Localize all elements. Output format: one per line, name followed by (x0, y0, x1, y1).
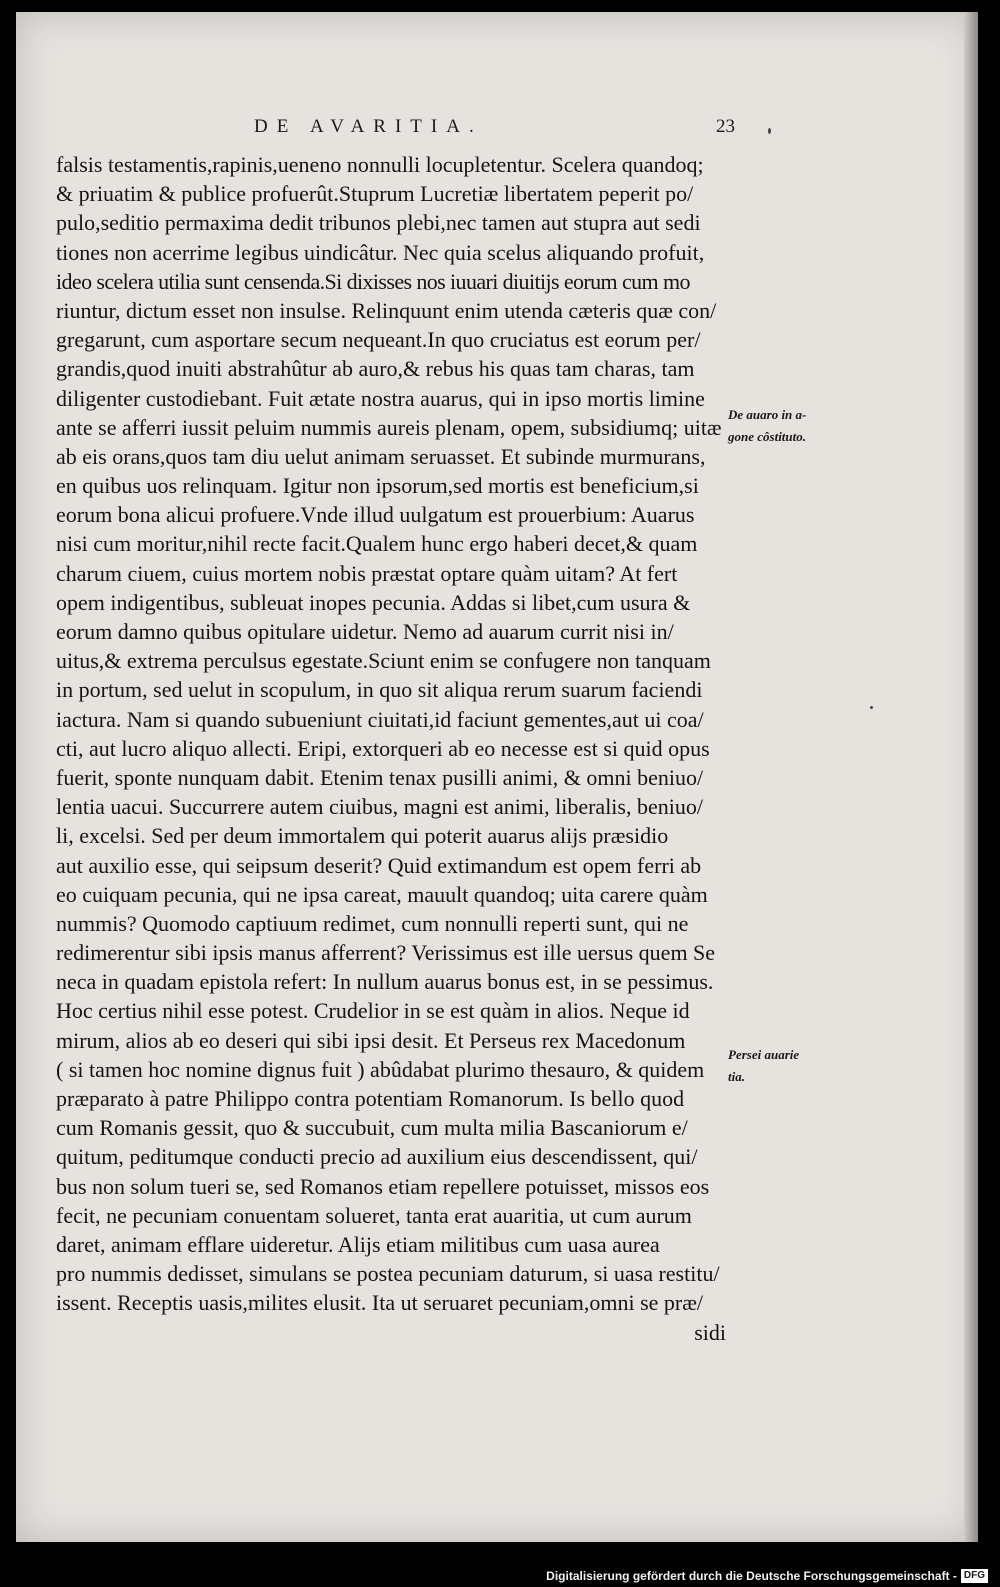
text-line: bus non solum tueri se, sed Romanos etiam repellere potuisset, missos eos (56, 1173, 710, 1199)
margin-note-line: Persei auarie (728, 1047, 800, 1062)
text-line: fuerit, sponte nunquam dabit. Etenim tenax pusilli animi, & omni beniuo/ (56, 764, 704, 790)
text-line: daret, animam efflare uideretur. Alijs etiam militibus cum uasa aurea (56, 1231, 660, 1257)
text-line: cti, aut lucro aliquo allecti. Eripi, extorqueri ab eo necesse est si quid opus (56, 735, 710, 761)
text-line: li, excelsi. Sed per deum immortalem qui poterit auarus alijs præsidio (56, 823, 669, 849)
margin-note-de-auaro (728, 404, 838, 448)
text-line: riuntur, dictum esset non insulse. Relinquunt enim utenda cæteris quæ con/ (56, 297, 717, 323)
text-line: & priuatim & publice profuerût.Stuprum Lucretiæ libertatem peperit po/ (56, 181, 694, 207)
text-line: grandis,quod inuiti abstrahûtur ab auro,& rebus his quas tam charas, tam (56, 356, 695, 382)
text-line: cum Romanis gessit, quo & succubuit, cum multa milia Bascaniorum e/ (56, 1115, 688, 1141)
text-line: præparato à patre Philippo contra potentiam Romanorum. Is bello quod (56, 1086, 685, 1111)
margin-note-line: De auaro in a- (728, 407, 807, 422)
text-line: en quibus uos relinquam. Igitur non ipsorum,sed mortis est beneficium,si (56, 473, 699, 499)
text-line: nisi cum moritur,nihil recte facit.Qualem hunc ergo haberi decet,& quam (56, 531, 698, 557)
text-line: pro nummis dedisset, simulans se postea pecuniam daturum, si uasa restitu/ (56, 1261, 720, 1287)
text-line: gregarunt, cum asportare secum nequeant.In quo cruciatus est eorum per/ (56, 327, 701, 353)
text-line: charum ciuem, cuius mortem nobis præstat optare quàm uitam? At fert (56, 560, 678, 586)
text-line: Hoc certius nihil esse potest. Crudelior in se est quàm in alios. Neque id (56, 998, 690, 1024)
margin-note-line: tia. (728, 1069, 745, 1084)
text-line: nummis? Quomodo captiuum redimet, cum nonnulli reperti sunt, qui ne (56, 910, 689, 936)
margin-note-persei (728, 1044, 838, 1088)
text-line: aut auxilio esse, qui seipsum deserit? Quid extimandum est opem ferri ab (56, 852, 702, 878)
text-line: ideo scelera utilia sunt censenda.Si dixisses nos iuuari diuitijs eorum cum mo (56, 268, 690, 294)
text-line: in portum, sed uelut in scopulum, in quo sit aliqua rerum suarum faciendi (56, 677, 703, 703)
text-line: ( si tamen hoc nomine dignus fuit ) abûdabat plurimo thesauro, & quidem (56, 1056, 705, 1082)
text-line: mirum, alios ab eo deseri qui sibi ipsi desit. Et Perseus rex Macedonum (56, 1027, 686, 1053)
running-title: DE AVARITIA. (254, 116, 483, 137)
text-line: diligenter custodiebant. Fuit ætate nostra auarus, qui in ipso mortis limine (56, 385, 705, 411)
digitization-footer (546, 1569, 988, 1583)
text-line: eo cuiquam pecunia, qui ne ipsa careat, mauult quandoq; uita carere quàm (56, 881, 708, 907)
body-text (56, 150, 730, 1347)
text-line: neca in quadam epistola refert: In nullum auarus bonus est, in se pessimus. (56, 969, 714, 995)
text-line: iactura. Nam si quando subueniunt ciuitati,id faciunt gementes,aut ui coa/ (56, 706, 704, 732)
text-line: redimerentur sibi ipsis manus afferrent? Verissimus est ille uersus quem Se (56, 940, 716, 966)
ink-speck (870, 706, 873, 709)
text-line: eorum damno quibus opitulare uidetur. Nemo ad auarum currit nisi in/ (56, 619, 674, 644)
catchword: sidi (694, 1319, 726, 1345)
running-head (236, 116, 796, 146)
text-line: uitus,& extrema perculsus egestate.Sciunt enim se confugere non tanquam (56, 648, 711, 674)
page-edge-shadow (964, 12, 978, 1542)
text-line: fecit, ne pecuniam conuentam solueret, tanta erat auaritia, ut cum aurum (56, 1202, 692, 1228)
text-line: quitum, peditumque conducti precio ad auxilium eius descendissent, qui/ (56, 1144, 698, 1170)
text-line: issent. Receptis uasis,milites elusit. Ita ut seruaret pecuniam,omni se præ/ (56, 1290, 704, 1316)
text-line: falsis testamentis,rapinis,ueneno nonnulli locupletentur. Scelera quandoq; (56, 152, 704, 177)
footer-text: Digitalisierung gefördert durch die Deutsche Forschungsgemeinschaft - (546, 1569, 957, 1583)
text-line: pulo,seditio permaxima dedit tribunos plebi,nec tamen aut stupra aut sedi (56, 210, 701, 236)
text-line: ante se afferri iussit peluim nummis aureis plenam, opem, subsidiumq; uitæ (56, 414, 722, 440)
book-page (16, 12, 978, 1542)
text-line: eorum bona alicui profuere.Vnde illud uulgatum est prouerbium: Auarus (56, 502, 695, 528)
text-line: lentia uacui. Succurrere autem ciuibus, magni est animi, liberalis, beniuo/ (56, 794, 703, 820)
page-number: 23 (716, 116, 735, 137)
ink-speck (768, 128, 771, 134)
margin-note-line: gone côstituto. (728, 429, 807, 444)
text-line: tiones non acerrime legibus uindicâtur. Nec quia scelus aliquando profuit, (56, 239, 705, 265)
text-line: ab eis orans,quos tam diu uelut animam seruasset. Et subinde murmurans, (56, 443, 706, 469)
dfg-logo-icon: DFG (961, 1569, 988, 1583)
text-line: opem indigentibus, subleuat inopes pecunia. Addas si libet,cum usura & (56, 589, 691, 615)
